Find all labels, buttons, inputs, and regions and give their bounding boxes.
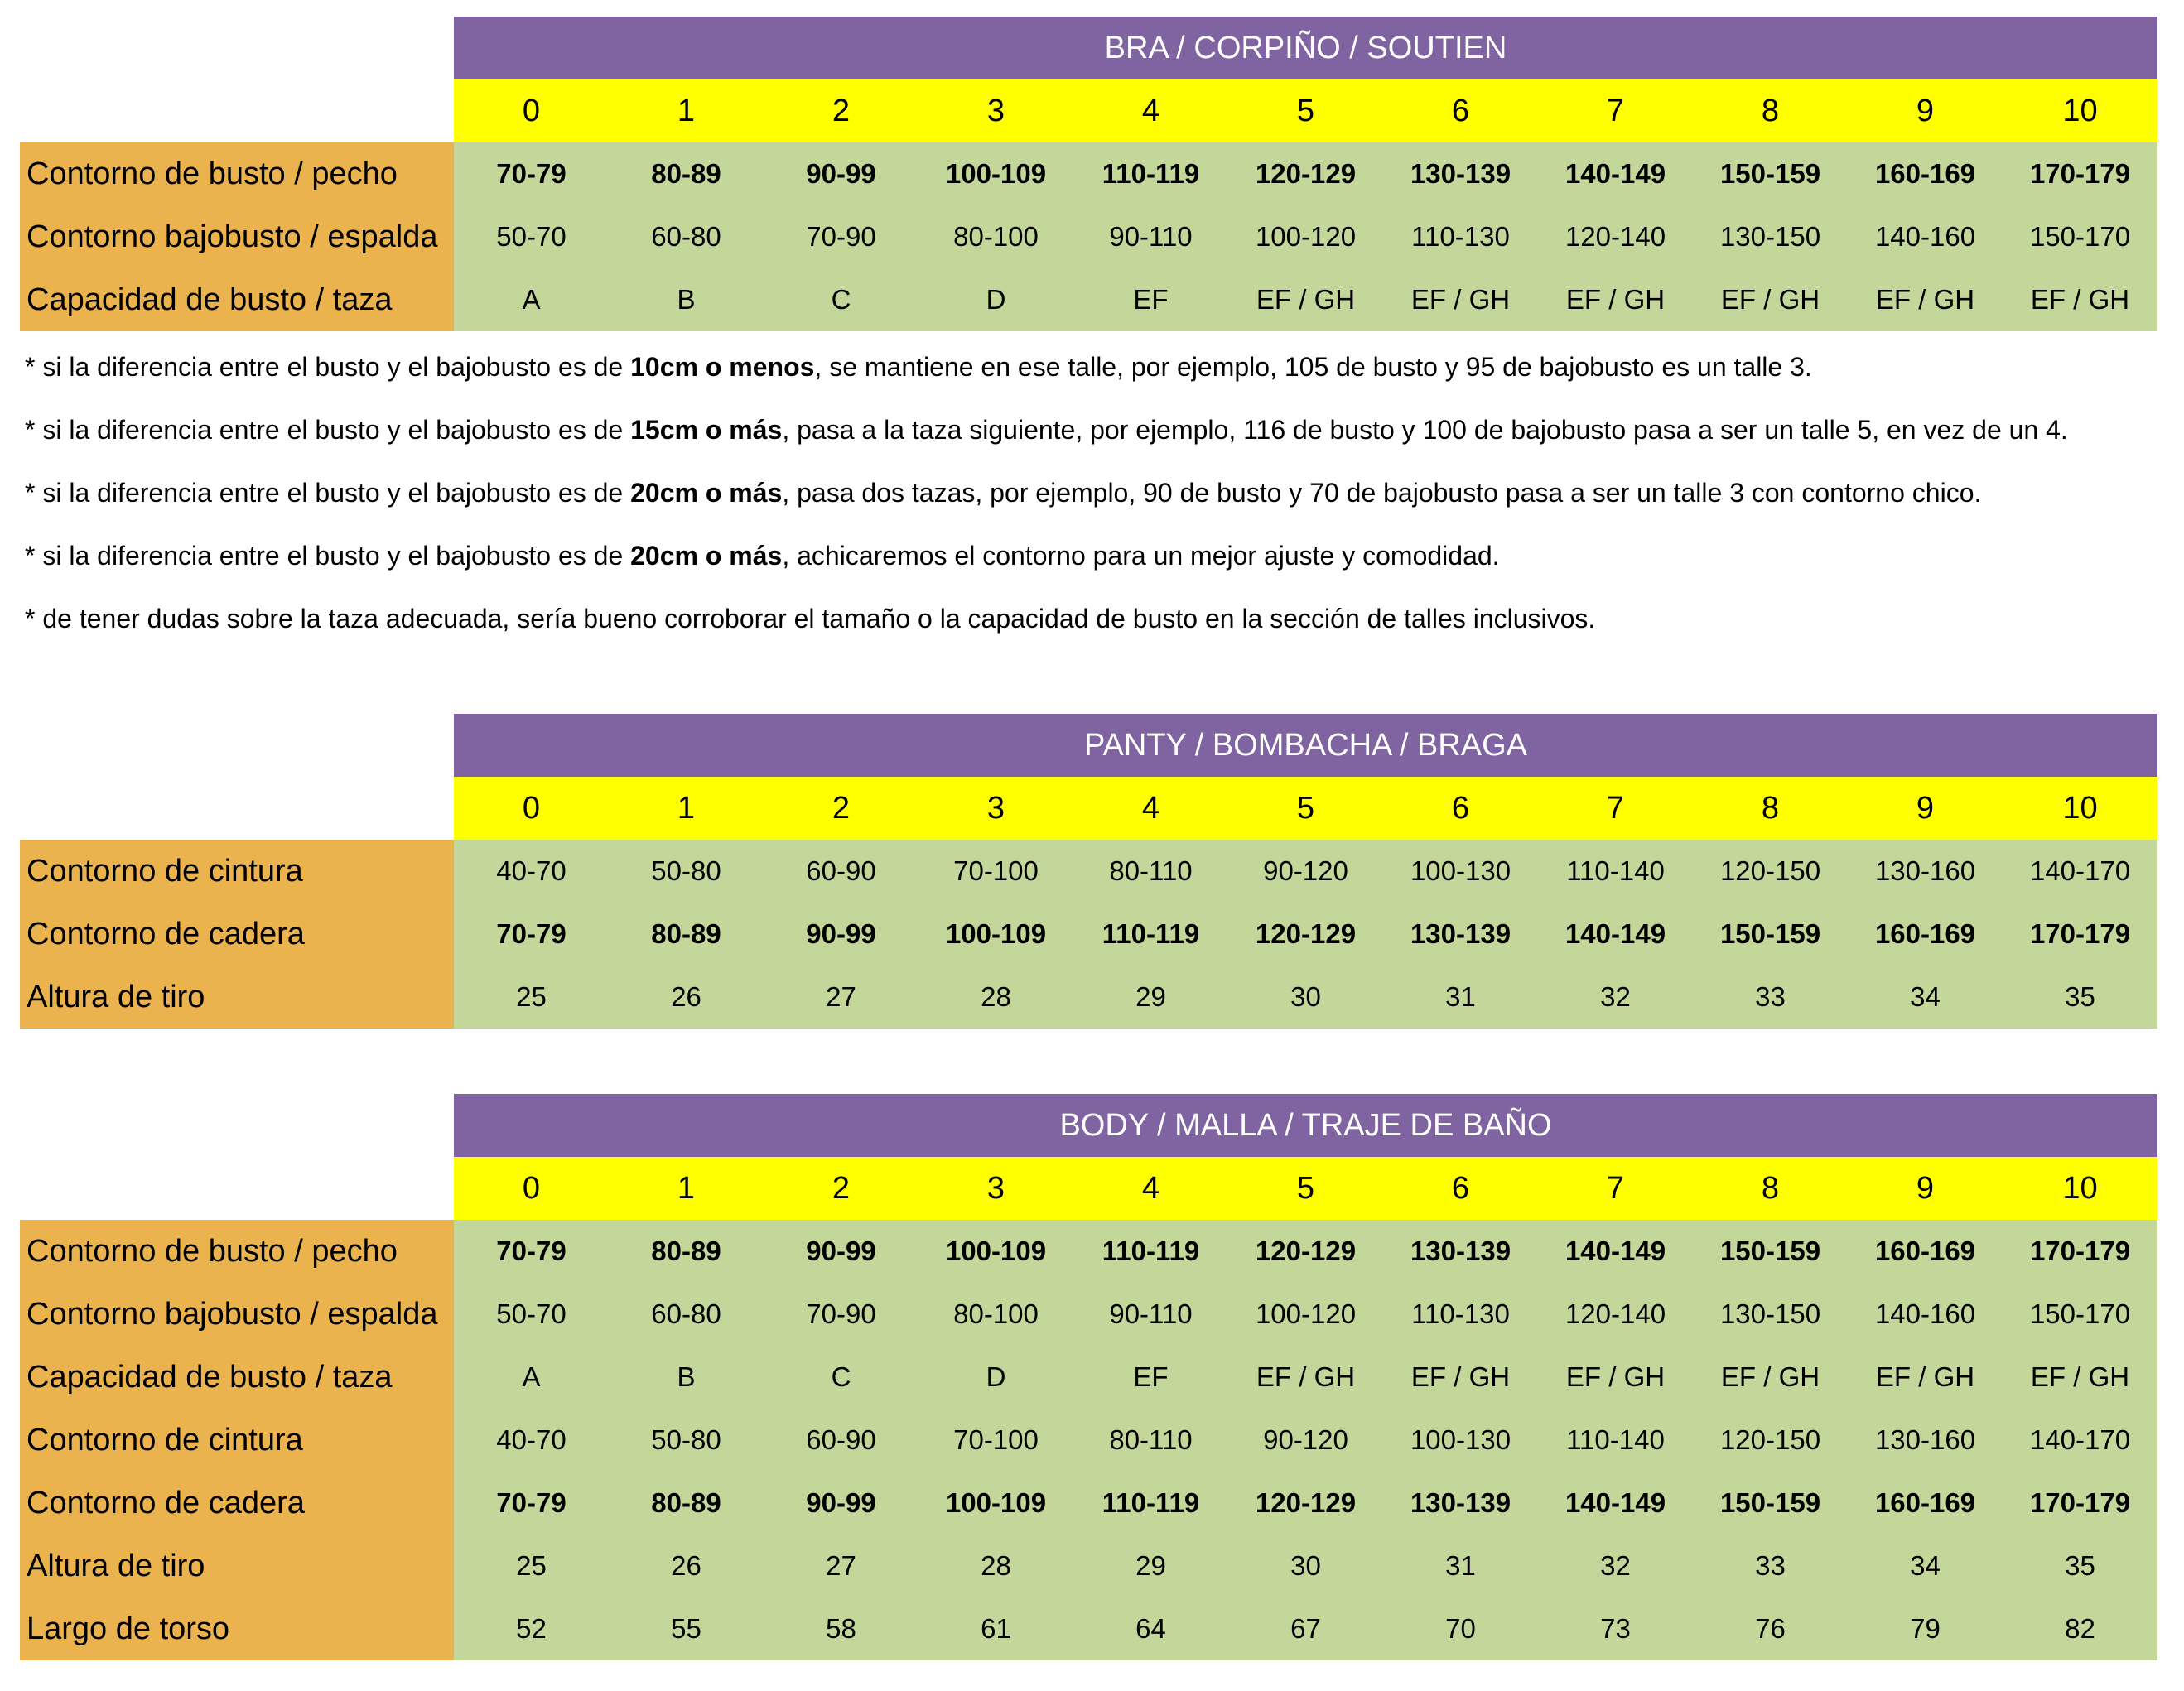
table-cell: 150-159 [1693,903,1848,966]
table-row [20,966,2157,1029]
row-label: Contorno de busto / pecho [20,1220,454,1283]
table-cell: 31 [1383,966,1538,1029]
table-cell: 60-80 [609,1283,764,1346]
row-label: Altura de tiro [20,1534,454,1597]
row-label: Altura de tiro [20,966,454,1029]
table-cell: 120-140 [1538,1283,1693,1346]
table-cell: 28 [918,1534,1073,1597]
table-title: BODY / MALLA / TRAJE DE BAÑO [454,1094,2157,1157]
table-cell: 170-179 [2003,1220,2157,1283]
table-cell: 80-110 [1073,1409,1228,1472]
table-cell: 150-170 [2003,205,2157,268]
table-cell: 140-160 [1848,1283,2003,1346]
table-cell: 120-140 [1538,205,1693,268]
table-cell: 90-110 [1073,1283,1228,1346]
table-cell: 79 [1848,1597,2003,1660]
row-label: Contorno de cintura [20,1409,454,1472]
table-cell: 34 [1848,1534,2003,1597]
table-cell: 130-160 [1848,840,2003,903]
row-label: Capacidad de busto / taza [20,268,454,331]
table-cell: 33 [1693,966,1848,1029]
size-header-cell: 9 [1848,777,2003,840]
table-cell: 90-120 [1228,840,1383,903]
size-header-cell: 2 [764,777,918,840]
table-cell: 90-99 [764,903,918,966]
table-cell: EF / GH [1848,1346,2003,1409]
size-header-cell: 1 [609,1157,764,1220]
table-cell: 80-89 [609,142,764,205]
note-line: * de tener dudas sobre la taza adecuada, sería bueno corroborar el tamaño o la capacidad de busto en la sección de talles inclusivos. [25,604,1596,634]
table-cell: 110-119 [1073,1220,1228,1283]
blank-cell [20,714,454,777]
table-cell: 40-70 [454,1409,609,1472]
table-cell: 70-79 [454,903,609,966]
note-line: * si la diferencia entre el busto y el bajobusto es de 15cm o más, pasa a la taza siguiente, por ejemplo, 116 de busto y 100 de bajobusto pasa a ser un talle 5, en vez de un 4. [25,415,2068,445]
table-cell: 80-100 [918,1283,1073,1346]
table-cell: 120-129 [1228,903,1383,966]
table-cell: 140-160 [1848,205,2003,268]
size-header-cell: 4 [1073,1157,1228,1220]
table-cell: 33 [1693,1534,1848,1597]
table-cell: D [918,1346,1073,1409]
panty-size-table [20,714,2157,1029]
table-cell: 60-80 [609,205,764,268]
table-cell: EF / GH [1693,1346,1848,1409]
body-size-table-block [20,1094,2157,1660]
table-cell: 110-119 [1073,1472,1228,1534]
table-cell: 90-99 [764,142,918,205]
table-cell: 35 [2003,1534,2157,1597]
table-cell: 130-150 [1693,205,1848,268]
table-cell: 160-169 [1848,1472,2003,1534]
table-cell: EF / GH [1693,268,1848,331]
table-cell: 67 [1228,1597,1383,1660]
size-header-cell: 3 [918,1157,1073,1220]
row-label: Contorno de cintura [20,840,454,903]
table-cell: D [918,268,1073,331]
table-cell: 150-170 [2003,1283,2157,1346]
size-header-cell: 9 [1848,79,2003,142]
table-cell: EF / GH [1383,1346,1538,1409]
table-cell: 130-139 [1383,1220,1538,1283]
table-row [20,1472,2157,1534]
table-cell: 80-89 [609,1220,764,1283]
table-cell: 150-159 [1693,142,1848,205]
size-header-cell: 7 [1538,1157,1693,1220]
table-cell: 40-70 [454,840,609,903]
table-cell: 100-109 [918,142,1073,205]
table-row [20,1346,2157,1409]
table-cell: 31 [1383,1534,1538,1597]
table-cell: 140-149 [1538,1220,1693,1283]
table-cell: 130-139 [1383,142,1538,205]
table-cell: EF / GH [1228,1346,1383,1409]
table-cell: 110-140 [1538,840,1693,903]
table-title: BRA / CORPIÑO / SOUTIEN [454,17,2157,79]
table-cell: 64 [1073,1597,1228,1660]
size-header-cell: 0 [454,1157,609,1220]
table-cell: EF / GH [1383,268,1538,331]
table-cell: 170-179 [2003,142,2157,205]
table-cell: 70-90 [764,1283,918,1346]
table-cell: 150-159 [1693,1220,1848,1283]
note-line: * si la diferencia entre el busto y el bajobusto es de 20cm o más, achicaremos el contorno para un mejor ajuste y comodidad. [25,541,1500,571]
table-cell: 60-90 [764,840,918,903]
table-cell: 140-149 [1538,903,1693,966]
table-cell: 110-119 [1073,142,1228,205]
table-row [20,903,2157,966]
table-cell: 100-109 [918,903,1073,966]
table-cell: 120-129 [1228,142,1383,205]
table-cell: EF / GH [2003,1346,2157,1409]
table-cell: EF / GH [1228,268,1383,331]
table-cell: 50-80 [609,840,764,903]
table-cell: 28 [918,966,1073,1029]
size-header-cell: 7 [1538,777,1693,840]
table-cell: 26 [609,1534,764,1597]
table-cell: 110-119 [1073,903,1228,966]
size-header-cell: 4 [1073,777,1228,840]
size-header-cell: 3 [918,79,1073,142]
table-cell: 50-70 [454,1283,609,1346]
body-size-table [20,1094,2157,1660]
table-row [20,205,2157,268]
blank-cell [20,17,454,79]
table-cell: 100-130 [1383,840,1538,903]
blank-cell [20,1094,454,1157]
size-header-cell: 0 [454,777,609,840]
table-cell: 27 [764,966,918,1029]
size-header-cell: 8 [1693,79,1848,142]
table-cell: 110-130 [1383,205,1538,268]
size-header-row [20,777,2157,840]
table-cell: 90-99 [764,1220,918,1283]
table-cell: 70-79 [454,1472,609,1534]
table-cell: 140-170 [2003,1409,2157,1472]
size-header-cell: 3 [918,777,1073,840]
table-cell: 140-149 [1538,142,1693,205]
table-cell: 170-179 [2003,903,2157,966]
size-header-row [20,1157,2157,1220]
size-header-cell: 1 [609,79,764,142]
table-title: PANTY / BOMBACHA / BRAGA [454,714,2157,777]
notes-section [25,335,2178,650]
table-cell: 100-120 [1228,1283,1383,1346]
bra-size-table-block [20,17,2157,331]
bra-size-table [20,17,2157,331]
row-label: Contorno bajobusto / espalda [20,1283,454,1346]
table-cell: 70 [1383,1597,1538,1660]
table-cell: 170-179 [2003,1472,2157,1534]
table-cell: 25 [454,1534,609,1597]
table-cell: 29 [1073,1534,1228,1597]
table-cell: 100-109 [918,1220,1073,1283]
size-header-cell: 0 [454,79,609,142]
table-cell: 110-140 [1538,1409,1693,1472]
size-header-cell: 6 [1383,777,1538,840]
size-header-cell: 10 [2003,777,2157,840]
table-cell: B [609,1346,764,1409]
blank-cell [20,777,454,840]
table-cell: 140-149 [1538,1472,1693,1534]
panty-size-table-block [20,714,2157,1029]
table-row [20,1534,2157,1597]
table-title-row [20,714,2157,777]
table-cell: 32 [1538,1534,1693,1597]
size-header-cell: 5 [1228,777,1383,840]
size-header-cell: 8 [1693,1157,1848,1220]
table-row [20,268,2157,331]
table-cell: 130-150 [1693,1283,1848,1346]
table-cell: 32 [1538,966,1693,1029]
table-cell: 50-80 [609,1409,764,1472]
table-cell: 30 [1228,1534,1383,1597]
table-cell: 30 [1228,966,1383,1029]
table-row [20,840,2157,903]
table-cell: EF [1073,268,1228,331]
table-cell: 58 [764,1597,918,1660]
table-cell: 80-89 [609,903,764,966]
table-cell: 110-130 [1383,1283,1538,1346]
table-row [20,1597,2157,1660]
table-row [20,1220,2157,1283]
table-cell: 80-110 [1073,840,1228,903]
table-cell: 130-139 [1383,1472,1538,1534]
table-cell: C [764,268,918,331]
size-header-cell: 9 [1848,1157,2003,1220]
row-label: Contorno de busto / pecho [20,142,454,205]
size-header-cell: 2 [764,1157,918,1220]
table-cell: EF / GH [1538,1346,1693,1409]
table-cell: 140-170 [2003,840,2157,903]
table-cell: 100-130 [1383,1409,1538,1472]
table-cell: 26 [609,966,764,1029]
table-cell: 76 [1693,1597,1848,1660]
table-title-row [20,17,2157,79]
size-header-cell: 6 [1383,79,1538,142]
row-label: Contorno de cadera [20,903,454,966]
size-header-cell: 2 [764,79,918,142]
table-cell: 55 [609,1597,764,1660]
size-header-cell: 4 [1073,79,1228,142]
table-cell: EF / GH [2003,268,2157,331]
table-cell: 160-169 [1848,1220,2003,1283]
table-cell: 120-129 [1228,1220,1383,1283]
table-cell: 100-120 [1228,205,1383,268]
table-cell: 160-169 [1848,903,2003,966]
table-cell: A [454,268,609,331]
table-cell: EF [1073,1346,1228,1409]
table-cell: 120-150 [1693,840,1848,903]
blank-cell [20,79,454,142]
table-row [20,1409,2157,1472]
size-header-cell: 5 [1228,1157,1383,1220]
table-cell: 100-109 [918,1472,1073,1534]
table-cell: 80-89 [609,1472,764,1534]
table-cell: 27 [764,1534,918,1597]
size-header-cell: 6 [1383,1157,1538,1220]
table-cell: 25 [454,966,609,1029]
table-cell: 70-100 [918,840,1073,903]
size-header-cell: 8 [1693,777,1848,840]
size-header-cell: 1 [609,777,764,840]
size-header-cell: 5 [1228,79,1383,142]
table-cell: 150-159 [1693,1472,1848,1534]
table-title-row [20,1094,2157,1157]
row-label: Contorno de cadera [20,1472,454,1534]
table-cell: 130-139 [1383,903,1538,966]
table-cell: 82 [2003,1597,2157,1660]
table-cell: 61 [918,1597,1073,1660]
table-cell: 70-90 [764,205,918,268]
table-row [20,142,2157,205]
size-header-row [20,79,2157,142]
table-cell: 52 [454,1597,609,1660]
table-cell: B [609,268,764,331]
size-header-cell: 7 [1538,79,1693,142]
size-header-cell: 10 [2003,79,2157,142]
table-cell: 34 [1848,966,2003,1029]
table-cell: 120-150 [1693,1409,1848,1472]
row-label: Contorno bajobusto / espalda [20,205,454,268]
table-cell: 50-70 [454,205,609,268]
table-cell: EF / GH [1538,268,1693,331]
table-cell: 70-100 [918,1409,1073,1472]
table-cell: 73 [1538,1597,1693,1660]
table-cell: 90-99 [764,1472,918,1534]
table-cell: A [454,1346,609,1409]
table-cell: 130-160 [1848,1409,2003,1472]
table-row [20,1283,2157,1346]
table-cell: 120-129 [1228,1472,1383,1534]
table-cell: 90-120 [1228,1409,1383,1472]
row-label: Largo de torso [20,1597,454,1660]
table-cell: 60-90 [764,1409,918,1472]
table-cell: 80-100 [918,205,1073,268]
table-cell: 90-110 [1073,205,1228,268]
table-cell: 70-79 [454,1220,609,1283]
size-header-cell: 10 [2003,1157,2157,1220]
blank-cell [20,1157,454,1220]
table-cell: C [764,1346,918,1409]
note-line: * si la diferencia entre el busto y el bajobusto es de 10cm o menos, se mantiene en ese talle, por ejemplo, 105 de busto y 95 de bajobusto es un talle 3. [25,352,1812,382]
table-cell: EF / GH [1848,268,2003,331]
table-cell: 160-169 [1848,142,2003,205]
table-cell: 70-79 [454,142,609,205]
row-label: Capacidad de busto / taza [20,1346,454,1409]
table-cell: 35 [2003,966,2157,1029]
note-line: * si la diferencia entre el busto y el bajobusto es de 20cm o más, pasa dos tazas, por ejemplo, 90 de busto y 70 de bajobusto pasa a ser un talle 3 con contorno chico. [25,478,1982,508]
table-cell: 29 [1073,966,1228,1029]
